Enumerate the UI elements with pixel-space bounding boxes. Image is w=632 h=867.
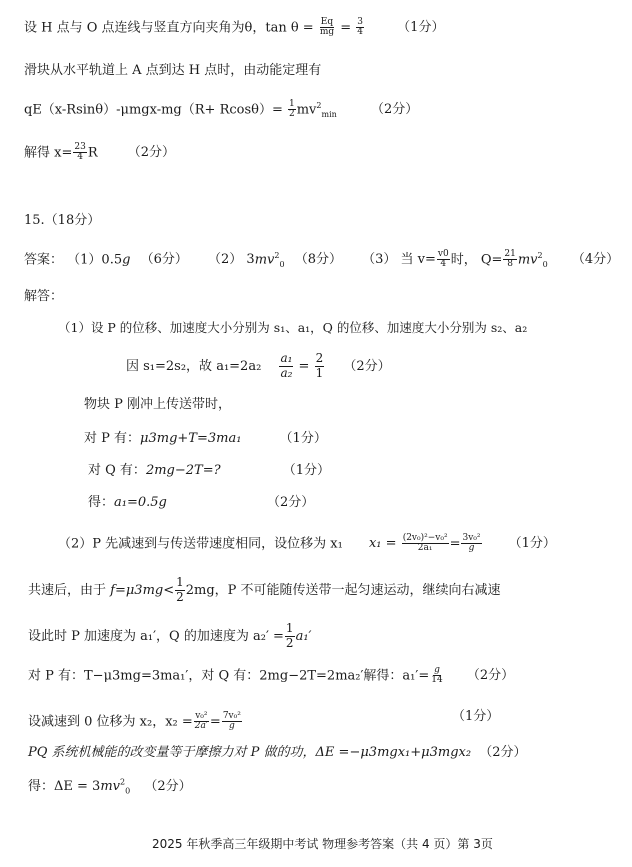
fraction-a1-a2: [279, 352, 293, 381]
text: 得：: [88, 495, 115, 510]
line-energy-equation: [24, 100, 418, 120]
denominator: 4: [77, 152, 83, 163]
text: 2mg，P 不可能随传送带一起匀速运动，继续向右减速: [185, 582, 501, 598]
numerator: 3: [357, 17, 364, 27]
score: （2分）: [267, 495, 315, 510]
numerator: 23: [74, 142, 86, 152]
text: （2）P 先减速到与传送带速度相同，设位移为 x₁: [58, 536, 343, 552]
lhs: x₁ =: [368, 536, 397, 552]
fraction-v0-4: [437, 250, 450, 270]
numerator: 2: [315, 351, 324, 365]
denominator: 2: [289, 109, 295, 120]
text: a₁′: [295, 628, 312, 644]
score: （2分）: [144, 779, 192, 794]
part1-score: （6分）: [140, 252, 188, 268]
numerator: Eq: [320, 17, 334, 27]
solution-label: 解答：: [24, 289, 64, 304]
text: 对 Q 有：: [88, 463, 146, 478]
sub: 0: [279, 260, 285, 270]
line-solve-a1-prime: [28, 666, 514, 686]
equation: a₁=0.5g: [114, 495, 167, 510]
numerator: 1: [285, 621, 294, 635]
fraction-half: [288, 100, 296, 120]
score: （2分）: [343, 358, 391, 374]
denominator: 1: [315, 365, 324, 380]
score: （2分）: [127, 145, 176, 161]
equals: =: [449, 536, 461, 552]
fraction-v0sq-2a: [194, 712, 209, 732]
text: 共速后，由于: [28, 582, 111, 598]
fraction-21-8: [503, 250, 516, 270]
sup: 2: [537, 251, 543, 261]
numerator: 21: [504, 249, 516, 259]
denominator: 14: [431, 675, 443, 686]
equation: 2mg−2T=?: [145, 463, 221, 478]
line-new-accelerations: [28, 622, 311, 651]
equation: f=μ3mg<: [110, 582, 175, 598]
fraction-x1: [402, 534, 449, 554]
text: 对 P 有：T−μ3mg=3ma₁′，对 Q 有：2mg−2T=2ma₂′解得：a₁′=: [28, 668, 430, 684]
denominator: mg: [319, 27, 335, 38]
numerator: (2v₀)²−v₀²: [402, 533, 448, 543]
page-footer: 2025 年秋季高三年级期中考试 物理参考答案（共 4 页）第 3页: [152, 837, 493, 851]
numerator: 3v₀²: [462, 533, 481, 543]
line-block-p-starts: 物块 P 刚冲上传送带时，: [84, 397, 232, 412]
score: （2分）: [479, 745, 527, 760]
mv: mv: [296, 102, 317, 118]
fraction-3v0sq-g: [461, 534, 481, 554]
denominator: g: [468, 543, 475, 554]
line-solve-x: [24, 143, 175, 163]
text: 因 s₁=2s₂，故 a₁=2a₂: [126, 358, 262, 374]
line-x1: [58, 534, 556, 554]
numerator: 1: [289, 99, 295, 109]
part1-var: g: [122, 252, 131, 268]
sub: 0: [125, 786, 131, 796]
fraction-2-1: [315, 352, 325, 381]
numerator: 7v₀²: [222, 711, 241, 721]
score: （1分）: [279, 431, 327, 446]
text: 对 P 有：: [84, 431, 141, 446]
line-tan-theta: [24, 18, 444, 38]
superscript: 2: [316, 101, 322, 111]
fraction-eq-mg: [319, 18, 335, 38]
line-x2-score: （1分）: [452, 709, 500, 724]
numerator: v0: [437, 249, 449, 259]
line-x2: [28, 712, 243, 732]
equals: =: [209, 714, 221, 730]
line-q-equation: [88, 464, 330, 477]
denominator: 4: [357, 27, 364, 38]
fraction-g-14: [430, 666, 443, 686]
denominator: 2a₁: [417, 543, 433, 554]
score: （1分）: [282, 463, 330, 478]
line-delta-e-result: [28, 777, 192, 796]
fraction-23-4: [73, 143, 86, 163]
text: R: [87, 145, 98, 161]
part3: （3） 当 v=: [362, 252, 436, 268]
denominator: 2a′: [194, 721, 208, 732]
fraction-half: [175, 576, 185, 605]
lhs: qE（x-Rsinθ）-μmgx-mg（R+ Rcosθ）=: [24, 102, 283, 118]
part1: （1）0.5: [67, 252, 123, 268]
part2: （2） 3: [208, 252, 255, 268]
part3-var: mv: [517, 252, 538, 268]
part3-mid: 时， Q=: [450, 252, 503, 268]
text: 设 H 点与 O 点连线与竖直方向夹角为θ，tan θ =: [24, 20, 314, 36]
line-a1-result: [88, 496, 314, 509]
denominator: 4: [440, 259, 447, 270]
equation: μ3mg+T=3ma₁: [140, 431, 242, 446]
line-after-common-speed: [28, 576, 501, 605]
fraction-7v0sq-g: [222, 712, 242, 732]
score: （1分）: [508, 536, 556, 552]
line-define-variables: （1）设 P 的位移、加速度大小分别为 s₁、a₁，Q 的位移、加速度大小分别为 s₂、a₂: [58, 320, 528, 335]
part2-score: （8分）: [294, 252, 342, 268]
equals: =: [340, 20, 356, 36]
question-15-heading: 15.（18分）: [24, 213, 101, 228]
numerator: v₀²: [195, 711, 208, 721]
score: （1分）: [397, 20, 445, 36]
part2-var: mv: [254, 252, 275, 268]
subscript: min: [321, 110, 337, 120]
fraction-half: [285, 622, 295, 651]
numerator: g: [434, 665, 440, 675]
answer-label: 答案：: [24, 252, 64, 268]
text: PQ 系统机械能的改变量等于摩擦力对 P 做的功，ΔE =−μ3mgx₁+μ3mgx₂: [28, 745, 472, 760]
sup: 2: [119, 777, 126, 787]
part3-score: （4分）: [571, 252, 620, 268]
line-p-equation: [84, 432, 327, 445]
fraction-three-quarters: [356, 18, 364, 38]
text: 得：ΔE = 3: [28, 779, 101, 794]
text: 设减速到 0 位移为 x₂，x₂ =: [28, 714, 193, 730]
denominator: a₂: [280, 365, 293, 380]
denominator: 2: [176, 589, 184, 604]
denominator: 8: [507, 259, 513, 270]
denominator: 2: [285, 635, 294, 650]
sup: 2: [274, 251, 280, 261]
var: mv: [100, 779, 120, 794]
answer-line: [24, 250, 619, 270]
equals: =: [298, 358, 310, 374]
denominator: g: [228, 721, 235, 732]
score: （2分）: [466, 668, 515, 684]
text: 设此时 P 加速度为 a₁′，Q 的加速度为 a₂′ =: [28, 628, 284, 644]
sub: 0: [542, 260, 548, 270]
line-energy-change: [28, 746, 526, 759]
line-s1-2s2: [126, 352, 391, 381]
text: 解得 x=: [24, 145, 73, 161]
score: （2分）: [370, 102, 419, 118]
numerator: a₁: [280, 351, 293, 365]
line-energy-theorem-intro: 滑块从水平轨道上 A 点到达 H 点时，由动能定理有: [24, 63, 322, 78]
numerator: 1: [176, 575, 184, 589]
